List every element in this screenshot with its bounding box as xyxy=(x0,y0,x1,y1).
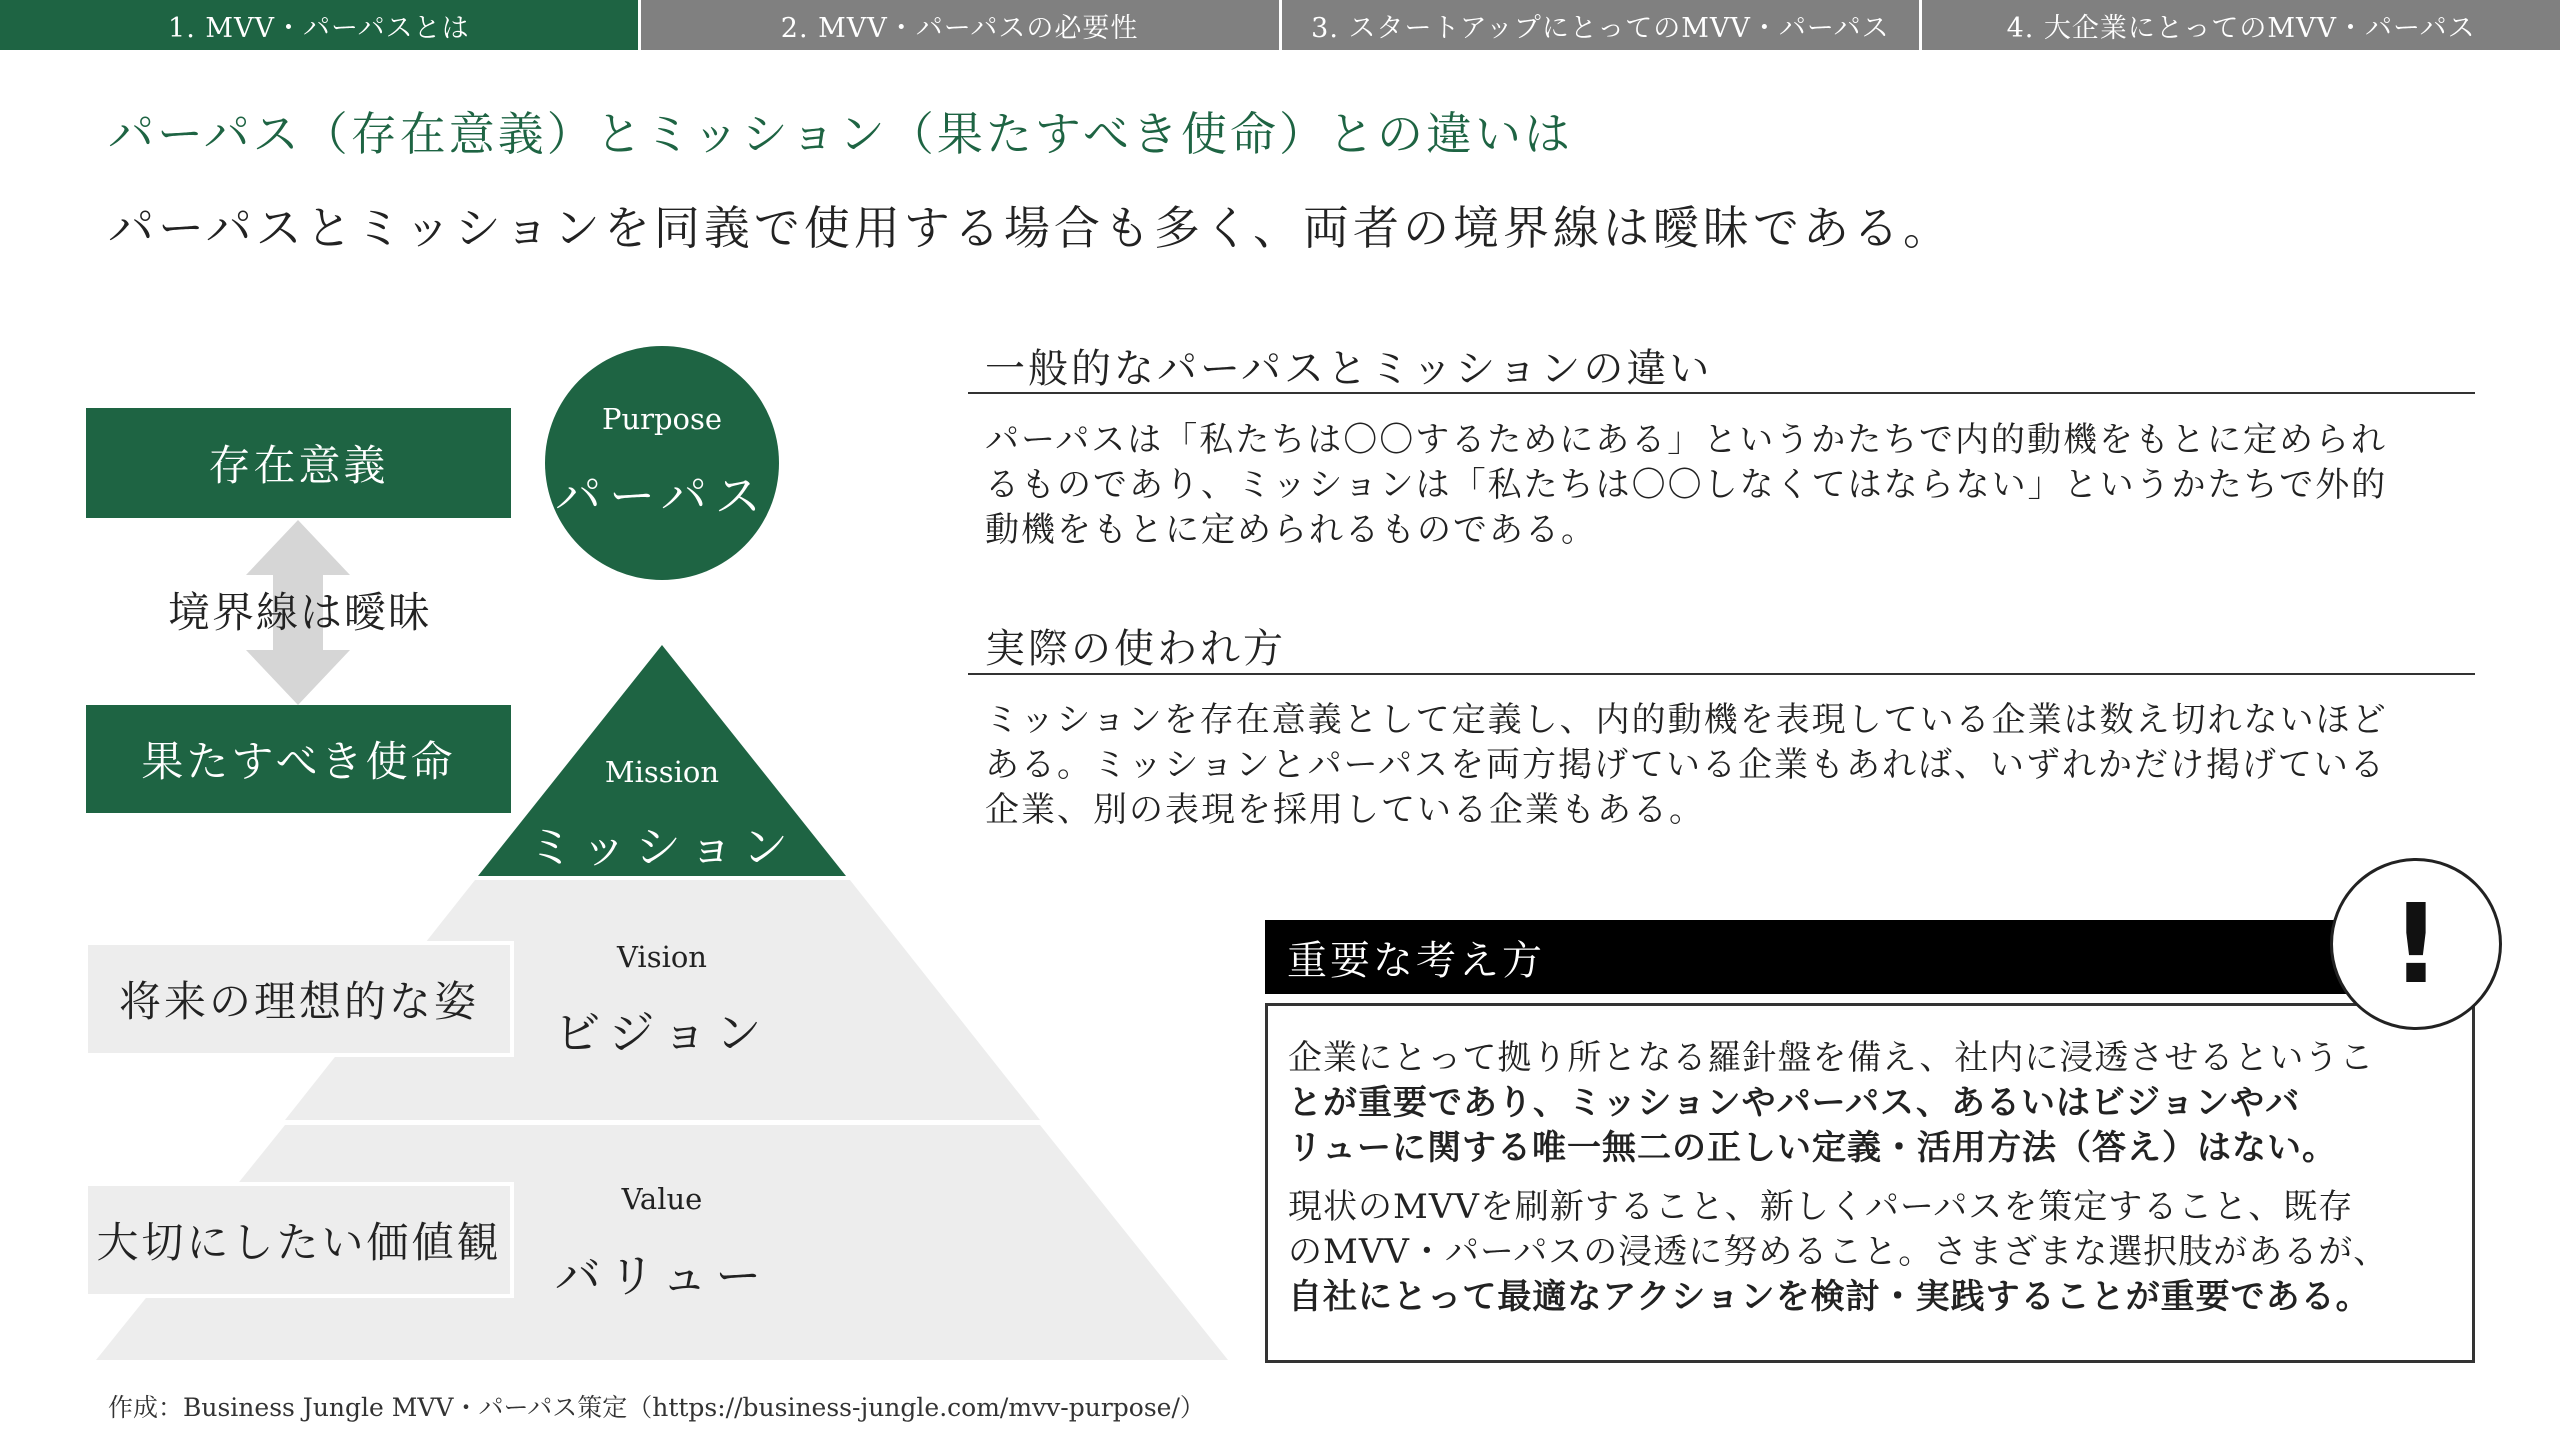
vision-ja-label: ビジョン xyxy=(554,1006,770,1060)
text-line: パーパスは「私たちは〇〇するためにある」というかたちで内的動機をもとに定められ xyxy=(985,420,2387,460)
text-line: のMVV・パーパスの浸透に努めること。さまざまな選択肢があるが、 xyxy=(1288,1232,2389,1272)
section-actual-usage-text xyxy=(985,698,2388,833)
vision-en-label: Vision xyxy=(616,940,707,974)
pyramid-graphic xyxy=(0,0,1260,1380)
boundary-label: 境界線は曖昧 xyxy=(167,588,432,637)
section-general-difference-text xyxy=(985,418,2387,553)
value-label-box: 大切にしたい価値観 xyxy=(84,1182,514,1298)
important-heading: 重要な考え方 xyxy=(1265,920,2365,994)
text-line: とが重要であり、ミッションやパーパス、あるいはビジョンやバ xyxy=(1288,1083,2301,1123)
section-divider xyxy=(968,673,2475,675)
text-line: 現状のMVVを刷新すること、新しくパーパスを策定すること、既存 xyxy=(1288,1187,2354,1227)
section-general-difference-title: 一般的なパーパスとミッションの違い xyxy=(985,346,1713,392)
exclamation-icon: ! xyxy=(2330,858,2502,1030)
important-content-box xyxy=(1265,1003,2475,1363)
value-ja-label: バリュー xyxy=(554,1249,770,1303)
tab-mvv-purpose-definition[interactable]: 1. MVV・パーパスとは xyxy=(0,0,638,50)
text-line: ミッションを存在意義として定義し、内的動機を表現している企業は数え切れないほど xyxy=(985,700,2388,740)
text-line: 自社にとって最適なアクションを検討・実践することが重要である。 xyxy=(1288,1277,2371,1317)
purpose-en-label: Purpose xyxy=(601,402,723,436)
important-paragraph-1 xyxy=(1288,1036,2454,1171)
purpose-label-box: 存在意義 xyxy=(86,408,511,518)
purpose-ja-label: パーパス xyxy=(555,469,769,523)
mission-en-label: Mission xyxy=(604,755,720,789)
vision-label-box: 将来の理想的な姿 xyxy=(84,941,514,1057)
mission-label-box: 果たすべき使命 xyxy=(86,705,511,813)
mission-ja-label: ミッション xyxy=(527,820,797,874)
page-title: パーパス（存在意義）とミッション（果たすべき使命）との違いは xyxy=(108,107,1573,161)
section-divider xyxy=(968,392,2475,394)
text-line: ある。ミッションとパーパスを両方掲げている企業もあれば、いずれかだけ掲げている xyxy=(985,745,2386,785)
text-line: 企業、別の表現を採用している企業もある。 xyxy=(985,790,1705,830)
text-line: 企業にとって拠り所となる羅針盤を備え、社内に浸透させるというこ xyxy=(1288,1038,2375,1078)
text-line: るものであり、ミッションは「私たちは〇〇しなくてはならない」というかたちで外的 xyxy=(985,465,2388,505)
tab-mvv-necessity[interactable]: 2. MVV・パーパスの必要性 xyxy=(638,0,1279,50)
value-en-label: Value xyxy=(621,1182,703,1216)
page-subtitle: パーパスとミッションを同義で使用する場合も多く、両者の境界線は曖昧である。 xyxy=(108,201,1953,255)
text-line: リューに関する唯一無二の正しい定義・活用方法（答え）はない。 xyxy=(1288,1128,2337,1168)
source-credit: 作成：Business Jungle MVV・パーパス策定（https://business-jungle.com/mvv-purpose/） xyxy=(108,1393,1205,1422)
tab-startup-mvv[interactable]: 3. スタートアップにとってのMVV・パーパス xyxy=(1279,0,1920,50)
text-line: 動機をもとに定められるものである。 xyxy=(985,510,1597,550)
important-paragraph-2 xyxy=(1288,1185,2454,1320)
section-actual-usage-title: 実際の使われ方 xyxy=(985,626,1286,672)
tab-enterprise-mvv[interactable]: 4. 大企業にとってのMVV・パーパス xyxy=(1919,0,2560,50)
